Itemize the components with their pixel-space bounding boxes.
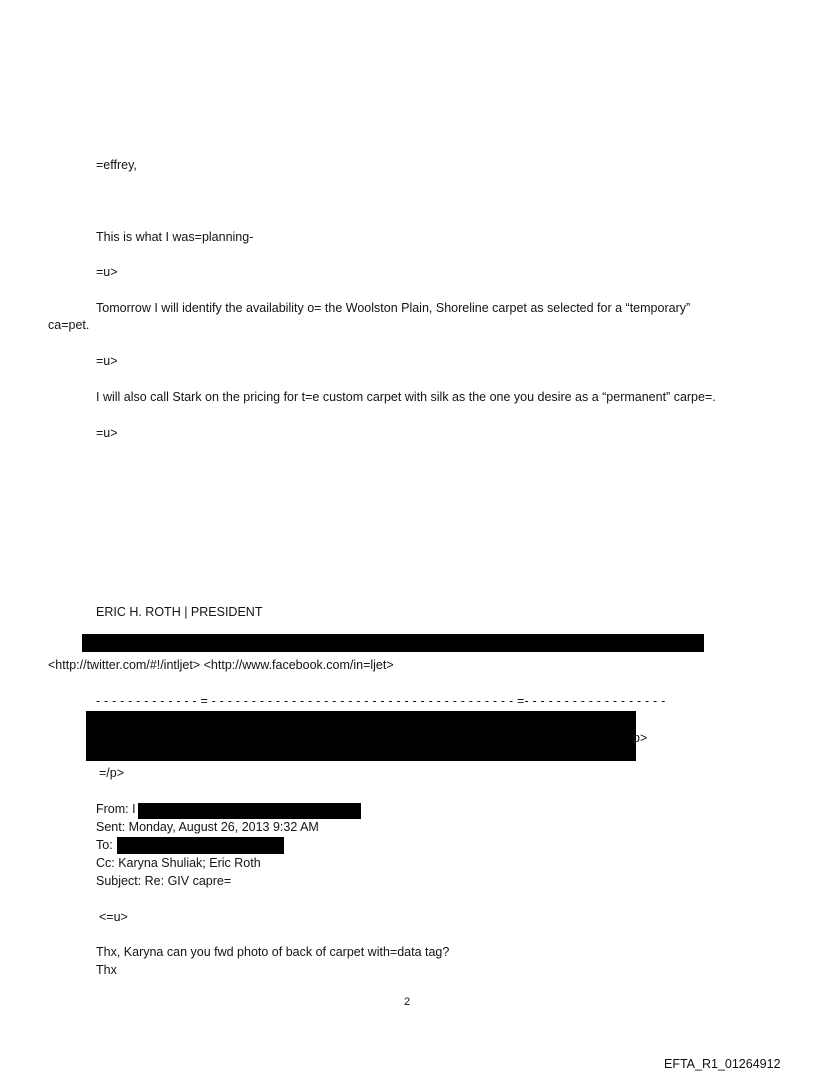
planning-line: This is what I was=planning-: [96, 230, 254, 244]
reply-marker: <=u>: [99, 910, 128, 924]
redaction-to: [117, 837, 284, 854]
separator-line: - - - - - - - - - - - - - = - - - - - - - - - - - - - - - - - - - - - - - - - - - - - - - - - - - - - - =- - - - - - - - - - - - - - - - - -: [96, 694, 666, 708]
redaction-block-signature: [82, 634, 704, 652]
paragraph-availability-cont: ca=pet.: [48, 318, 90, 332]
paragraph-availability: Tomorrow I will identify the availability o= the Woolston Plain, Shoreline carpet as selected for a “temporary”: [96, 301, 691, 315]
reply-line-1: Thx, Karyna can you fwd photo of back of carpet with=data tag?: [96, 945, 450, 959]
greeting: =effrey,: [96, 158, 137, 172]
page-number: 2: [404, 996, 411, 1008]
paragraph-pricing: I will also call Stark on the pricing for t=e custom carpet with silk as the one you desire as a “permanent” carpe=.: [96, 390, 716, 404]
header-subject: Subject: Re: GIV capre=: [96, 874, 232, 888]
signature-name-title: ERIC H. ROTH | PRESIDENT: [96, 605, 263, 619]
document-id: EFTA_R1_01264912: [664, 1057, 781, 1071]
header-sent: Sent: Monday, August 26, 2013 9:32 AM: [96, 820, 319, 834]
marker-u-1: =u>: [96, 265, 118, 279]
paragraph-tail: p>: [633, 731, 648, 745]
redaction-from: [138, 803, 361, 819]
reply-line-2: Thx: [96, 963, 117, 977]
marker-u-3: =u>: [96, 426, 118, 440]
marker-u-2: =u>: [96, 354, 118, 368]
paragraph-end-marker: =/p>: [99, 766, 125, 780]
redaction-block-original-message: [86, 711, 636, 761]
header-to: To:: [96, 838, 113, 852]
header-from: From: I: [96, 802, 136, 816]
header-cc: Cc: Karyna Shuliak; Eric Roth: [96, 856, 261, 870]
social-links: <http://twitter.com/#!/intljet> <http://www.facebook.com/in=ljet>: [48, 658, 394, 672]
